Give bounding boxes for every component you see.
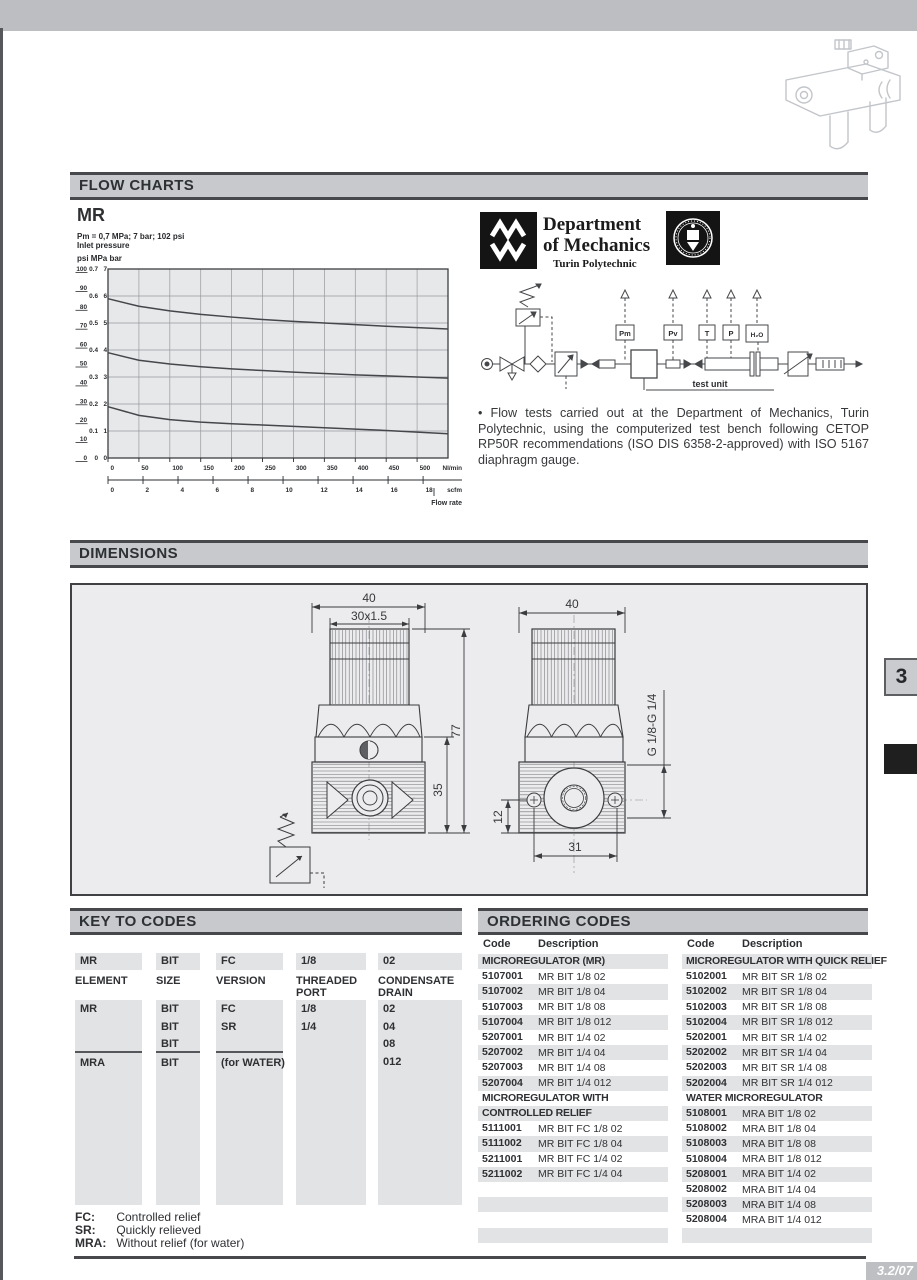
order-code: 5211002 (482, 1167, 523, 1180)
order-code: 5102003 (686, 1000, 727, 1013)
key-column-label: VERSION (216, 975, 266, 987)
dim-thread-30x15: 30x1.5 (350, 609, 388, 623)
ordering-item-row (478, 1121, 668, 1136)
svg-text:80: 80 (79, 303, 87, 311)
test-bench-schematic (478, 282, 870, 404)
svg-text:90: 90 (79, 284, 87, 292)
order-code: 5208004 (686, 1213, 727, 1226)
order-code: 5102004 (686, 1015, 727, 1028)
ordering-empty-row (478, 1212, 668, 1227)
svg-text:2: 2 (145, 487, 150, 494)
svg-text:70: 70 (79, 322, 87, 330)
ordering-item-row (478, 1136, 668, 1151)
page-tab: 3 (884, 658, 917, 696)
key-value: FC (221, 1003, 236, 1015)
ordering-item-row (682, 1000, 872, 1015)
ordering-item-row (478, 1000, 668, 1015)
key-value: (for WATER) (221, 1057, 285, 1069)
ordering-item-row (478, 1015, 668, 1030)
svg-text:50: 50 (141, 465, 149, 472)
order-code: 5108002 (686, 1122, 727, 1135)
svg-text:0.7: 0.7 (89, 266, 98, 273)
description-column-header: Description (742, 938, 803, 950)
ordering-item-row (682, 1121, 872, 1136)
key-values-condensate-drain (378, 1000, 462, 1205)
order-code: 5207001 (482, 1031, 523, 1043)
key-value: BIT (161, 1057, 179, 1069)
svg-text:0.1: 0.1 (89, 428, 98, 435)
note-fc-abbr: FC: (75, 1210, 95, 1224)
inlet-pressure-label: Inlet pressure (77, 241, 130, 250)
note-sr-text: Quickly relieved (116, 1223, 202, 1237)
svg-text:300: 300 (295, 465, 307, 472)
key-values-threaded-port (296, 1000, 366, 1205)
order-description: MRA BIT 1/8 012 (742, 1153, 822, 1166)
svg-text:16: 16 (390, 487, 398, 494)
order-code: 5202003 (686, 1061, 727, 1074)
department-name-line2: of Mechanics (543, 235, 651, 256)
svg-text:18: 18 (425, 487, 433, 494)
ordering-item-row (478, 1060, 668, 1075)
dim-width-40-right: 40 (565, 597, 579, 611)
svg-text:0: 0 (83, 455, 87, 462)
ordering-section-label: MICROREGULATOR WITH QUICK RELIEF (686, 955, 887, 967)
order-code: 5111001 (482, 1122, 522, 1135)
order-description: MR BIT 1/8 012 (538, 1016, 612, 1029)
chart-condition (77, 232, 184, 250)
svg-text:60: 60 (79, 341, 87, 349)
ordering-item-row (478, 984, 668, 999)
order-description: MRA BIT 1/4 08 (742, 1198, 816, 1211)
svg-text:0: 0 (103, 455, 107, 462)
ordering-section-label: MICROREGULATOR (MR) (482, 955, 605, 967)
order-description: MRA BIT 1/8 04 (742, 1122, 816, 1135)
svg-text:3: 3 (103, 374, 107, 381)
key-divider (75, 1051, 142, 1053)
svg-text:4: 4 (103, 347, 107, 354)
key-value: MR (80, 1003, 98, 1015)
order-description: MR BIT 1/4 04 (538, 1046, 606, 1059)
note-mra-abbr: MRA: (75, 1236, 107, 1250)
key-value: 1/8 (301, 1003, 317, 1015)
ordering-item-row (682, 1030, 872, 1045)
svg-text:400: 400 (357, 465, 369, 472)
svg-text:6: 6 (215, 487, 220, 494)
flow-chart (74, 262, 464, 510)
footer-rule (74, 1256, 866, 1259)
svg-text:10: 10 (285, 487, 293, 494)
key-example-element: MR (75, 953, 142, 970)
note-mra-text: Without relief (for water) (116, 1236, 245, 1250)
key-value: 08 (383, 1038, 396, 1050)
order-description: MRA BIT 1/4 012 (742, 1213, 822, 1226)
description-column-header: Description (538, 938, 599, 950)
order-description: MR BIT 1/4 08 (538, 1061, 606, 1074)
order-description: MRA BIT 1/8 02 (742, 1107, 816, 1120)
order-code: 5202001 (686, 1031, 727, 1043)
ordering-empty-row (478, 1228, 668, 1243)
order-code: 5211001 (482, 1152, 523, 1165)
order-code: 5108004 (686, 1152, 727, 1165)
ordering-section-row (478, 1091, 668, 1106)
svg-text:100: 100 (172, 465, 183, 472)
key-value: 04 (383, 1020, 396, 1033)
flow-charts-header: FLOW CHARTS (70, 172, 868, 200)
key-value: 1/4 (301, 1020, 317, 1033)
ordering-section-label: CONTROLLED RELIEF (482, 1107, 592, 1119)
ordering-item-row (682, 1076, 872, 1091)
order-description: MR BIT SR 1/8 012 (742, 1016, 833, 1029)
ordering-item-row (682, 1106, 872, 1121)
ordering-item-row (682, 1167, 872, 1182)
order-code: 5107002 (482, 985, 523, 998)
order-code: 5208001 (686, 1167, 727, 1180)
ordering-item-row (682, 1060, 872, 1075)
section-marker (884, 744, 917, 774)
svg-text:7: 7 (103, 266, 107, 273)
order-code: 5202004 (686, 1076, 727, 1089)
ordering-section-label: WATER MICROREGULATOR (686, 1091, 823, 1104)
key-column-label: CONDENSATE DRAIN (378, 975, 455, 999)
svg-text:100: 100 (76, 266, 87, 273)
key-value: MRA (80, 1057, 106, 1069)
ordering-item-row (682, 1136, 872, 1151)
department-logo (480, 212, 537, 269)
gauge-p-label: P (728, 329, 734, 338)
note-mra (75, 1236, 244, 1250)
key-divider (156, 1051, 200, 1053)
gauge-pv-label: Pv (668, 329, 678, 338)
ordering-item-row (682, 1212, 872, 1227)
key-example-threaded-port: 1/8 (296, 953, 366, 970)
ordering-item-row (478, 1152, 668, 1167)
svg-text:150: 150 (203, 465, 214, 472)
ordering-section-row (478, 1106, 668, 1121)
dim-width-31: 31 (568, 840, 582, 854)
order-description: MR BIT 1/8 08 (538, 1001, 606, 1014)
key-values-size (156, 1000, 200, 1205)
svg-text:0: 0 (110, 487, 115, 494)
gauge-pm-label: Pm (619, 329, 631, 338)
ordering-item-row (682, 1015, 872, 1030)
product-sketch (778, 38, 912, 156)
code-column-header: Code (483, 938, 511, 950)
order-description: MR BIT FC 1/8 02 (538, 1122, 623, 1135)
key-value: BIT (161, 1020, 179, 1033)
ordering-section-row (478, 954, 668, 969)
svg-text:8: 8 (250, 487, 255, 494)
order-code: 5207004 (482, 1076, 523, 1089)
order-description: MR BIT SR 1/4 012 (742, 1077, 833, 1090)
ordering-section-row (682, 1091, 872, 1106)
order-description: MR BIT SR 1/8 02 (742, 970, 828, 983)
ordering-item-row (682, 969, 872, 984)
order-description: MR BIT 1/4 02 (538, 1031, 606, 1044)
order-code: 5111002 (482, 1137, 522, 1150)
dim-port-threads: G 1/8-G 1/4 (645, 693, 659, 757)
order-code: 5107004 (482, 1015, 523, 1028)
dim-height-77: 77 (449, 724, 463, 738)
dimensions-panel (70, 583, 868, 896)
ordering-item-row (478, 1076, 668, 1091)
ordering-empty-row (682, 1228, 872, 1243)
key-value: BIT (161, 1003, 179, 1015)
order-description: MRA BIT 1/4 04 (742, 1183, 816, 1196)
order-description: MR BIT SR 1/8 04 (742, 985, 828, 998)
top-bar (0, 0, 917, 31)
svg-text:0.6: 0.6 (89, 293, 98, 300)
svg-text:4: 4 (180, 487, 185, 494)
key-values-version (216, 1000, 283, 1205)
ordering-table-right (682, 938, 887, 1248)
svg-text:0: 0 (94, 455, 98, 462)
key-value: 012 (383, 1055, 402, 1068)
svg-text:450: 450 (388, 465, 400, 472)
dimension-drawings (72, 585, 866, 894)
department-name (543, 214, 663, 256)
order-code: 5107001 (482, 970, 523, 983)
svg-text:50: 50 (79, 360, 87, 368)
order-description: MR BIT SR 1/4 08 (742, 1061, 828, 1074)
inlet-pressure-value: Pm = 0,7 MPa; 7 bar; 102 psi (77, 232, 185, 241)
key-example-condensate-drain: 02 (378, 953, 462, 970)
key-example-version: FC (216, 953, 283, 970)
code-column-header: Code (687, 938, 715, 950)
svg-text:0.2: 0.2 (89, 401, 98, 408)
order-code: 5102002 (686, 985, 727, 998)
svg-text:Nl/min: Nl/min (442, 465, 462, 472)
svg-text:30: 30 (79, 398, 87, 406)
key-column-label: SIZE (156, 975, 181, 987)
ordering-item-row (682, 1045, 872, 1060)
ordering-item-row (682, 984, 872, 999)
note-fc (75, 1210, 200, 1224)
key-column-label: THREADED PORT (296, 975, 358, 999)
svg-text:2: 2 (103, 401, 107, 408)
svg-text:12: 12 (320, 487, 328, 494)
note-sr (75, 1223, 201, 1237)
key-value: SR (221, 1020, 237, 1033)
ordering-section-label: MICROREGULATOR WITH (482, 1091, 609, 1104)
ordering-empty-row (478, 1182, 668, 1197)
order-description: MR BIT 1/8 04 (538, 985, 606, 998)
order-code: 5208003 (686, 1198, 727, 1211)
svg-text:20: 20 (79, 417, 87, 425)
svg-text:250: 250 (265, 465, 276, 472)
order-description: MR BIT SR 1/4 02 (742, 1031, 828, 1044)
order-code: 5207003 (482, 1061, 523, 1074)
svg-text:0: 0 (110, 465, 115, 472)
order-code: 5102001 (686, 970, 727, 983)
svg-text:5: 5 (103, 320, 107, 327)
order-description: MRA BIT 1/8 08 (742, 1137, 816, 1150)
order-code: 5207002 (482, 1046, 523, 1059)
seal-logo (666, 211, 720, 265)
svg-text:200: 200 (234, 465, 245, 472)
ordering-item-row (478, 1030, 668, 1045)
svg-text:500: 500 (419, 465, 431, 472)
order-description: MRA BIT 1/4 02 (742, 1168, 816, 1181)
institute-name: Turin Polytechnic (553, 258, 637, 270)
page-number: 3.2/07 (866, 1262, 917, 1280)
order-description: MR BIT SR 1/8 08 (742, 1001, 828, 1014)
key-to-codes-table (70, 953, 470, 1215)
ordering-section-row (682, 954, 887, 969)
ordering-item-row (682, 1197, 872, 1212)
order-description: MR BIT FC 1/8 04 (538, 1137, 623, 1150)
svg-text:Flow rate: Flow rate (431, 500, 462, 507)
order-code: 5202002 (686, 1046, 727, 1059)
flow-test-note: • Flow tests carried out at the Department of Mechanics, Turin Polytechnic, using the computerized test bench following CETOP RP50R recommendations (ISO DIS 6358-2-approved) with ISO 5167 diaphragm gauge. (478, 406, 869, 467)
order-code: 5107003 (482, 1000, 523, 1013)
key-to-codes-header: KEY TO CODES (70, 908, 462, 935)
svg-text:0.4: 0.4 (89, 347, 98, 354)
svg-text:10: 10 (79, 436, 87, 444)
ordering-table-left (478, 938, 668, 1248)
order-code: 5108003 (686, 1137, 727, 1150)
ordering-item-row (478, 1045, 668, 1060)
svg-text:0.3: 0.3 (89, 374, 98, 381)
order-description: MR BIT FC 1/4 04 (538, 1168, 623, 1181)
svg-text:40: 40 (79, 379, 87, 387)
order-description: MR BIT SR 1/4 04 (742, 1046, 828, 1059)
ordering-empty-row (478, 1197, 668, 1212)
gauge-h2o-label: H₂O (750, 332, 764, 339)
order-description: MR BIT FC 1/4 02 (538, 1153, 623, 1166)
key-column-label: ELEMENT (75, 975, 128, 987)
svg-text:350: 350 (326, 465, 338, 472)
dimensions-header: DIMENSIONS (70, 540, 868, 568)
dim-width-40-left: 40 (362, 591, 376, 605)
ordering-item-row (478, 969, 668, 984)
left-edge-rule (0, 28, 3, 1280)
svg-text:6: 6 (103, 293, 107, 300)
y-axis-units: psi MPa bar (77, 254, 122, 263)
svg-text:0.5: 0.5 (89, 320, 98, 327)
ordering-item-row (478, 1167, 668, 1182)
svg-text:scfm: scfm (447, 487, 462, 494)
order-code: 5208002 (686, 1183, 727, 1195)
department-name-line1: Department (543, 214, 642, 235)
dim-height-12: 12 (491, 810, 505, 824)
order-description: MR BIT 1/4 012 (538, 1077, 612, 1090)
order-code: 5108001 (686, 1107, 727, 1119)
key-value: 02 (383, 1003, 396, 1015)
test-unit-label: test unit (692, 379, 728, 389)
note-fc-text: Controlled relief (116, 1210, 201, 1224)
order-description: MR BIT 1/8 02 (538, 970, 606, 983)
key-values-element (75, 1000, 142, 1205)
key-example-size: BIT (156, 953, 200, 970)
svg-text:1: 1 (103, 428, 107, 435)
ordering-codes-header: ORDERING CODES (478, 908, 868, 935)
chart-model-title: MR (77, 205, 105, 225)
key-divider (216, 1051, 283, 1053)
key-value: BIT (161, 1038, 179, 1050)
note-sr-abbr: SR: (75, 1223, 96, 1237)
dim-height-35: 35 (431, 783, 445, 797)
ordering-item-row (682, 1182, 872, 1197)
svg-text:14: 14 (355, 487, 363, 494)
ordering-item-row (682, 1152, 872, 1167)
gauge-t-label: T (704, 329, 710, 338)
